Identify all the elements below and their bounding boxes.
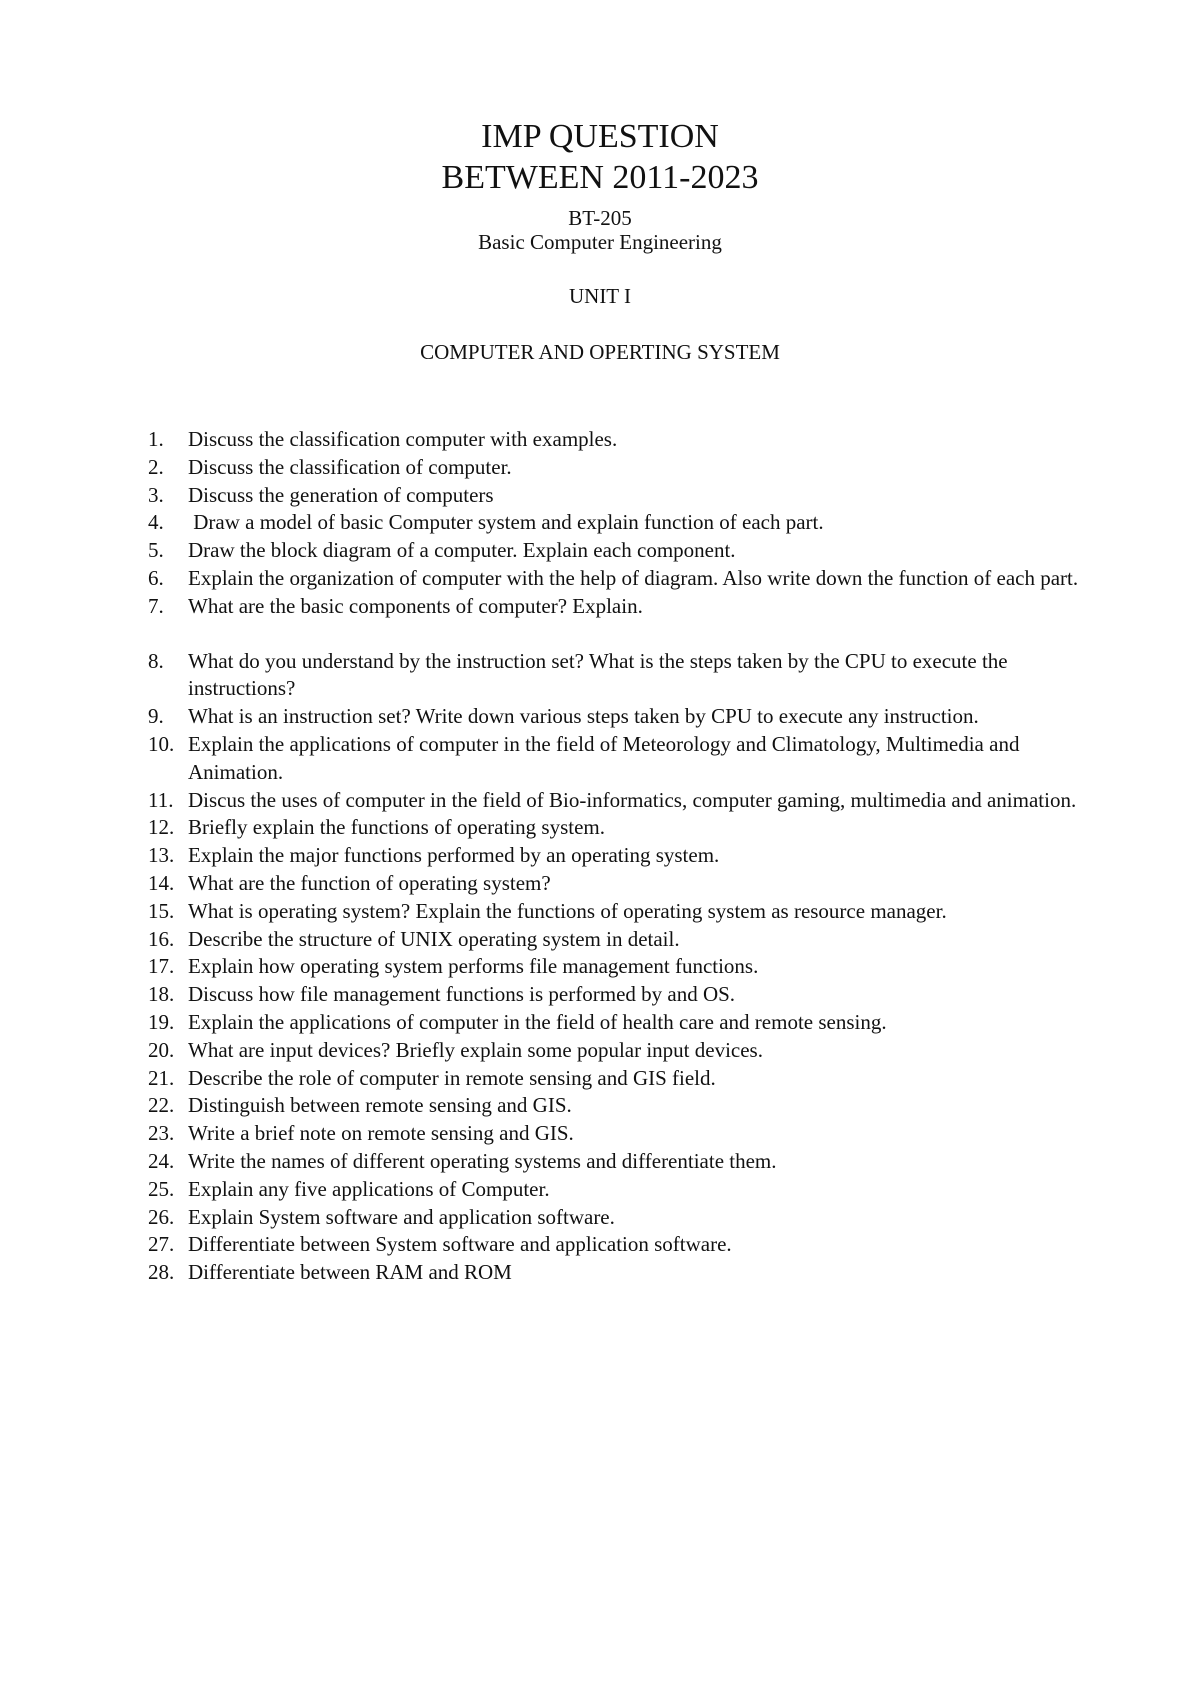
document-title: IMP QUESTION xyxy=(481,118,719,155)
question-text: Explain the applications of computer in the field of health care and remote sensing. xyxy=(188,1009,887,1034)
question-item xyxy=(148,1148,1088,1176)
question-item xyxy=(148,731,1088,787)
question-text: Differentiate between System software and application software. xyxy=(188,1232,732,1257)
question-number: 20. xyxy=(148,1037,175,1062)
question-text: Explain the organization of computer with the help of diagram. Also write down the function of each part. xyxy=(188,565,1079,590)
question-number: 16. xyxy=(148,926,175,951)
question-number: 5. xyxy=(148,538,164,563)
question-number: 12. xyxy=(148,815,175,840)
question-item xyxy=(148,1120,1088,1148)
question-item xyxy=(148,1065,1088,1093)
question-item xyxy=(148,870,1088,898)
question-item xyxy=(148,509,1088,537)
question-number: 4. xyxy=(148,510,164,535)
question-text: Describe the structure of UNIX operating system in detail. xyxy=(188,926,680,951)
question-text: Differentiate between RAM and ROM xyxy=(188,1260,512,1285)
question-item xyxy=(148,593,1088,621)
question-item xyxy=(148,426,1088,454)
question-text: What is an instruction set? Write down various steps taken by CPU to execute any instruction. xyxy=(188,704,979,729)
question-number: 25. xyxy=(148,1176,175,1201)
unit-heading: UNIT I xyxy=(568,284,631,308)
question-text: Explain the applications of computer in the field of Meteorology and Climatology, Multimedia and Animation. xyxy=(188,731,1020,784)
course-name: Basic Computer Engineering xyxy=(478,230,722,254)
question-text: Distinguish between remote sensing and GIS. xyxy=(188,1093,572,1118)
question-number: 7. xyxy=(148,593,164,618)
question-number: 15. xyxy=(148,898,175,923)
question-number: 17. xyxy=(148,954,175,979)
question-text: Describe the role of computer in remote sensing and GIS field. xyxy=(188,1065,716,1090)
question-number: 22. xyxy=(148,1093,175,1118)
question-item xyxy=(148,1037,1088,1065)
document-subtitle-years: BETWEEN 2011-2023 xyxy=(441,159,759,196)
question-item xyxy=(148,1231,1088,1259)
question-number: 8. xyxy=(148,648,164,673)
question-number: 24. xyxy=(148,1148,175,1173)
question-text: Explain any five applications of Computer. xyxy=(188,1176,550,1201)
question-number: 28. xyxy=(148,1260,175,1285)
question-number: 23. xyxy=(148,1121,175,1146)
question-item xyxy=(148,1092,1088,1120)
question-number: 18. xyxy=(148,982,175,1007)
question-text: Discuss the generation of computers xyxy=(188,482,494,507)
question-item xyxy=(148,981,1088,1009)
question-item xyxy=(148,703,1088,731)
question-item xyxy=(148,898,1088,926)
question-item xyxy=(148,565,1088,593)
question-text: Explain how operating system performs file management functions. xyxy=(188,954,759,979)
question-item xyxy=(148,1176,1088,1204)
question-text: Briefly explain the functions of operating system. xyxy=(188,815,605,840)
question-item xyxy=(148,1259,1088,1287)
question-text: Explain System software and application software. xyxy=(188,1204,615,1229)
question-item xyxy=(148,953,1088,981)
question-number: 21. xyxy=(148,1065,175,1090)
question-number: 13. xyxy=(148,843,175,868)
question-text: What is operating system? Explain the functions of operating system as resource manager. xyxy=(188,898,947,923)
question-text: What do you understand by the instruction set? What is the steps taken by the CPU to execute the instructions? xyxy=(188,648,1008,701)
question-text: Explain the major functions performed by an operating system. xyxy=(188,843,720,868)
question-item xyxy=(148,1009,1088,1037)
question-text: Draw a model of basic Computer system and explain function of each part. xyxy=(188,510,824,535)
question-item xyxy=(148,842,1088,870)
question-number: 3. xyxy=(148,482,164,507)
question-list xyxy=(148,426,1088,1287)
question-item xyxy=(148,1204,1088,1232)
question-text: Discus the uses of computer in the field of Bio-informatics, computer gaming, multimedia and animation. xyxy=(188,787,1077,812)
question-text: What are the function of operating system? xyxy=(188,870,551,895)
question-text: What are input devices? Briefly explain some popular input devices. xyxy=(188,1037,763,1062)
question-number: 14. xyxy=(148,870,175,895)
question-text: Discuss how file management functions is performed by and OS. xyxy=(188,982,736,1007)
question-number: 11. xyxy=(148,787,174,812)
question-text: What are the basic components of computer? Explain. xyxy=(188,593,643,618)
question-number: 10. xyxy=(148,731,175,756)
question-number: 26. xyxy=(148,1204,175,1229)
question-item xyxy=(148,787,1088,815)
question-item xyxy=(148,814,1088,842)
question-text: Write a brief note on remote sensing and GIS. xyxy=(188,1121,574,1146)
question-number: 9. xyxy=(148,704,164,729)
question-text: Discuss the classification computer with examples. xyxy=(188,427,618,451)
question-number: 19. xyxy=(148,1009,175,1034)
question-item xyxy=(148,926,1088,954)
question-item xyxy=(148,482,1088,510)
question-item xyxy=(148,454,1088,482)
question-item xyxy=(148,648,1088,704)
topic-heading: COMPUTER AND OPERTING SYSTEM xyxy=(420,340,780,364)
question-number: 6. xyxy=(148,565,164,590)
question-number: 1. xyxy=(148,427,164,451)
course-code: BT-205 xyxy=(568,206,632,230)
question-number: 27. xyxy=(148,1232,175,1257)
question-number: 2. xyxy=(148,454,164,479)
question-text: Write the names of different operating systems and differentiate them. xyxy=(188,1148,777,1173)
question-item xyxy=(148,537,1088,565)
question-text: Draw the block diagram of a computer. Explain each component. xyxy=(188,538,736,563)
question-text: Discuss the classification of computer. xyxy=(188,454,512,479)
